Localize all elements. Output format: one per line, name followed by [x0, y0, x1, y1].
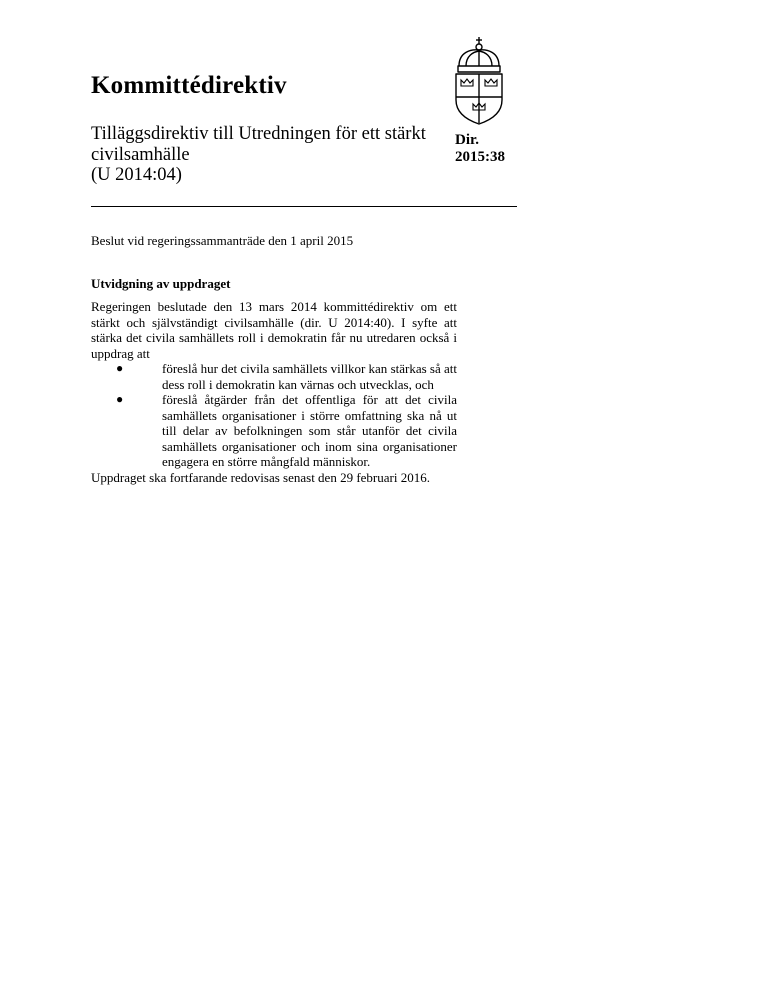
header-divider	[91, 206, 517, 207]
list-item	[91, 392, 457, 470]
directive-number-block	[455, 132, 505, 166]
closing-paragraph: Uppdraget ska fortfarande redovisas senast den 29 februari 2016.	[91, 469, 430, 485]
section-body	[91, 299, 457, 485]
document-subtitle	[91, 124, 441, 186]
swedish-coat-of-arms-icon	[446, 36, 512, 126]
bullet-icon: ●	[116, 392, 124, 406]
directive-number: 2015:38	[455, 149, 505, 165]
bullet-list	[91, 361, 457, 470]
document-title: Kommittédirektiv	[91, 72, 287, 99]
bullet-icon: ●	[116, 361, 124, 375]
list-item	[91, 361, 457, 392]
subtitle-line: Tilläggsdirektiv till Utredningen för ett stärkt	[91, 124, 426, 144]
list-item-text: föreslå åtgärder från det offentliga för att det civila samhällets organisationer i större omfattning ska nå ut till delar av befolkningen som står utanför det civila samhällets organisationer och inom sina organisationer engagera en större mångfald människor.	[162, 392, 457, 469]
list-item-text: föreslå hur det civila samhällets villkor kan stärkas så att dess roll i demokratin kan värnas och utvecklas, och	[162, 361, 457, 392]
intro-paragraph: Regeringen beslutade den 13 mars 2014 kommittédirektiv om ett stärkt och självständigt civilsamhälle (dir. U 2014:40). I syfte att stärka det civila samhällets roll i demokratin får nu utredaren också i uppdrag att	[91, 299, 457, 361]
subtitle-line: (U 2014:04)	[91, 165, 182, 185]
directive-label: Dir.	[455, 132, 480, 148]
section-heading: Utvidgning av uppdraget	[91, 276, 231, 291]
subtitle-line: civilsamhälle	[91, 144, 190, 165]
decision-line: Beslut vid regeringssammanträde den 1 april 2015	[91, 233, 354, 248]
